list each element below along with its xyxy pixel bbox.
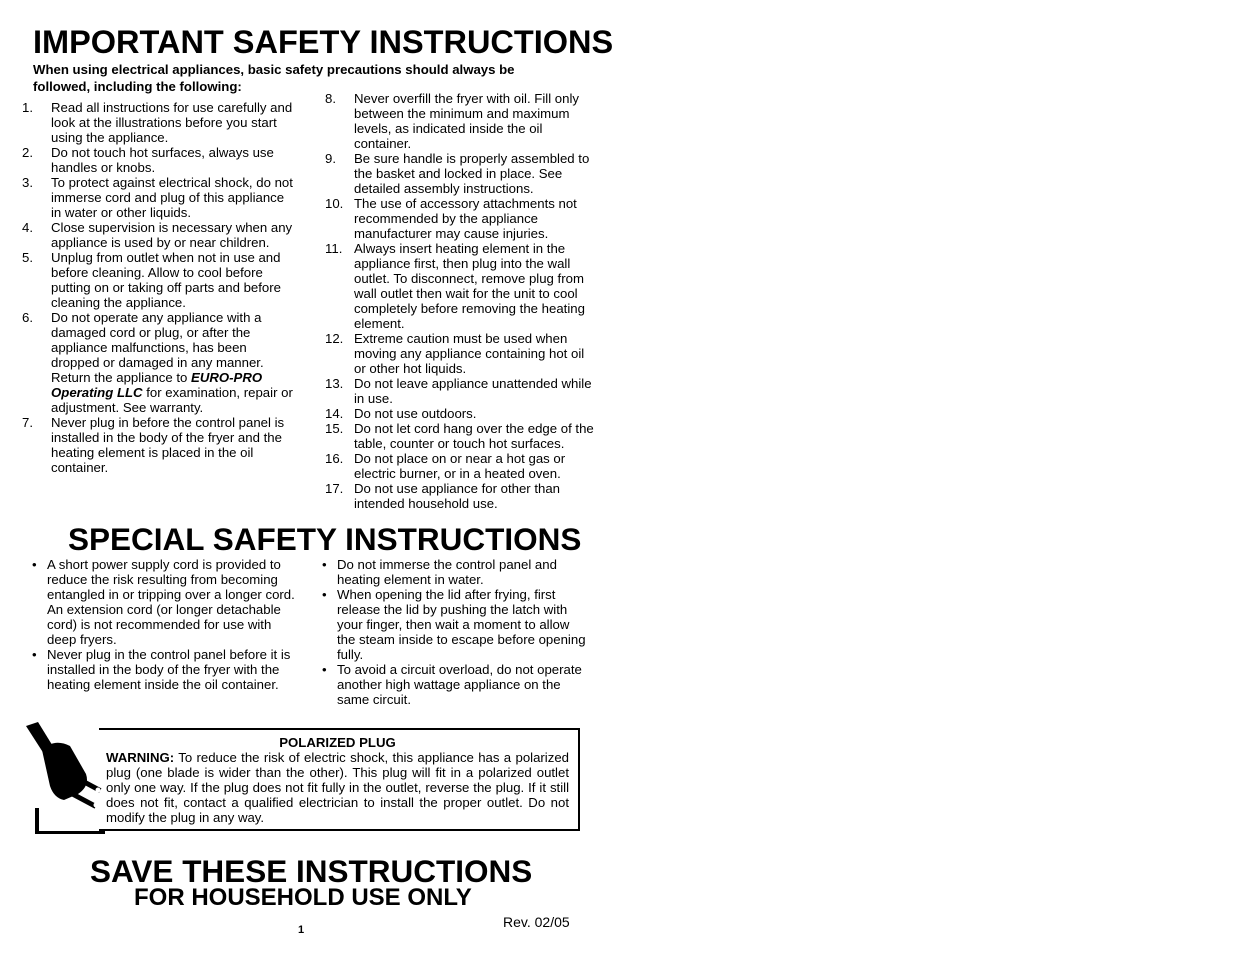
list-item (22, 220, 297, 250)
item-number: 2. (22, 145, 33, 160)
list-item (325, 481, 595, 511)
item-text: Never plug in the control panel before it is installed in the body of the fryer with the heating element inside the oil container. (47, 647, 291, 692)
list-item (325, 151, 595, 196)
list-item (22, 250, 297, 310)
list-item (325, 91, 595, 151)
item-text: A short power supply cord is provided to reduce the risk resulting from becoming entangled in or tripping over a longer cord. An extension cord (or longer detachable cord) is not recommended for use with deep fryers. (47, 557, 295, 647)
item-number: 10. (325, 196, 344, 211)
item-text: Do not let cord hang over the edge of the table, counter or touch hot surfaces. (354, 421, 594, 451)
list-item (325, 421, 595, 451)
item-number: 7. (22, 415, 33, 430)
bullet: • (322, 557, 327, 572)
item-number: 4. (22, 220, 33, 235)
instructions-list-left (22, 100, 297, 475)
item-text: Unplug from outlet when not in use and before cleaning. Allow to cool before putting on or taking off parts and before cleaning the appliance. (51, 250, 281, 310)
item-text: Close supervision is necessary when any appliance is used by or near children. (51, 220, 293, 250)
bullet: • (322, 587, 327, 602)
item-number: 3. (22, 175, 33, 190)
special-list-right (322, 557, 590, 707)
list-item (22, 145, 297, 175)
item-text: To avoid a circuit overload, do not operate another high wattage appliance on the same circuit. (337, 662, 582, 707)
item-text: Never overfill the fryer with oil. Fill only between the minimum and maximum levels, as indicated inside the oil container. (354, 91, 579, 151)
item-number: 16. (325, 451, 344, 466)
item-text: Extreme caution must be used when moving any appliance containing hot oil or other hot liquids. (354, 331, 585, 376)
bullet: • (322, 662, 327, 677)
item-text: Always insert heating element in the appliance first, then plug into the wall outlet. To disconnect, remove plug from wall outlet then wait for the unit to cool completely before removing the heating element. (354, 241, 585, 331)
save-title: SAVE THESE INSTRUCTIONS (90, 853, 533, 889)
item-number: 6. (22, 310, 33, 325)
item-number: 17. (325, 481, 344, 496)
intro-text: When using electrical appliances, basic safety precautions should always be followed, including the following: (33, 62, 515, 94)
plug-icon (24, 720, 109, 810)
item-text: Do not operate any appliance with a damaged cord or plug, or after the appliance malfunctions, has been dropped or damaged in any manner. Return the appliance to (51, 310, 264, 385)
item-number: 1. (22, 100, 33, 115)
item-text: Do not use outdoors. (354, 406, 477, 421)
item-text: for examination, repair or adjustment. See warranty. (51, 385, 293, 415)
list-item (325, 196, 595, 241)
item-number: 14. (325, 406, 344, 421)
item-text: To protect against electrical shock, do not immerse cord and plug of this appliance in water or other liquids. (51, 175, 293, 220)
company-name: EURO-PRO Operating LLC (51, 370, 263, 400)
warning-label: WARNING: (106, 750, 175, 765)
list-item (322, 662, 590, 707)
item-number: 9. (325, 151, 336, 166)
item-text: Do not use appliance for other than intended household use. (354, 481, 561, 511)
item-text: Never plug in before the control panel is installed in the body of the fryer and the heating element is placed in the oil container. (51, 415, 285, 475)
warning-text: To reduce the risk of electric shock, this appliance has a polarized plug (one blade is wider than the other). This plug will fit in a polarized outlet only one way. If the plug does not fit fully in the outlet, reverse the plug. If it still does not fit, contact a qualified electrician to install the proper outlet. Do not modify the plug in any way. (106, 750, 569, 825)
household-subtitle: FOR HOUSEHOLD USE ONLY (134, 884, 472, 911)
list-item (325, 406, 595, 421)
page-number: 1 (298, 924, 305, 936)
list-item (322, 557, 590, 587)
polarized-plug-title: POLARIZED PLUG (279, 735, 396, 750)
special-list-left (32, 557, 300, 692)
list-item (32, 557, 300, 647)
list-item (22, 310, 297, 415)
list-item (322, 587, 590, 662)
bullet: • (32, 557, 37, 572)
box-divider (35, 831, 105, 834)
item-number: 5. (22, 250, 33, 265)
item-number: 12. (325, 331, 344, 346)
item-text: Do not leave appliance unattended while in use. (354, 376, 592, 406)
instructions-list-right (325, 91, 595, 511)
page-title: IMPORTANT SAFETY INSTRUCTIONS (33, 24, 614, 60)
list-item (325, 451, 595, 481)
list-item (32, 647, 300, 692)
item-text: When opening the lid after frying, first release the lid by pushing the latch with your finger, then wait a moment to allow the steam inside to escape before opening fully. (337, 587, 586, 662)
list-item (325, 376, 595, 406)
item-text: The use of accessory attachments not recommended by the appliance manufacturer may cause injuries. (354, 196, 577, 241)
item-number: 8. (325, 91, 336, 106)
special-title: SPECIAL SAFETY INSTRUCTIONS (68, 521, 582, 557)
list-item (22, 175, 297, 220)
polarized-plug-text (106, 750, 569, 825)
list-item (325, 331, 595, 376)
item-number: 13. (325, 376, 344, 391)
item-number: 15. (325, 421, 344, 436)
item-text: Do not immerse the control panel and heating element in water. (337, 557, 557, 587)
list-item (325, 241, 595, 331)
bullet: • (32, 647, 37, 662)
item-text: Do not place on or near a hot gas or electric burner, or in a heated oven. (354, 451, 566, 481)
revision-label: Rev. 02/05 (503, 914, 570, 930)
item-text: Do not touch hot surfaces, always use handles or knobs. (51, 145, 274, 175)
item-text: Read all instructions for use carefully and look at the illustrations before you start using the appliance. (51, 100, 293, 145)
item-number: 11. (325, 241, 343, 256)
list-item (22, 415, 297, 475)
list-item (22, 100, 297, 145)
item-text: Be sure handle is properly assembled to the basket and locked in place. See detailed assembly instructions. (354, 151, 590, 196)
